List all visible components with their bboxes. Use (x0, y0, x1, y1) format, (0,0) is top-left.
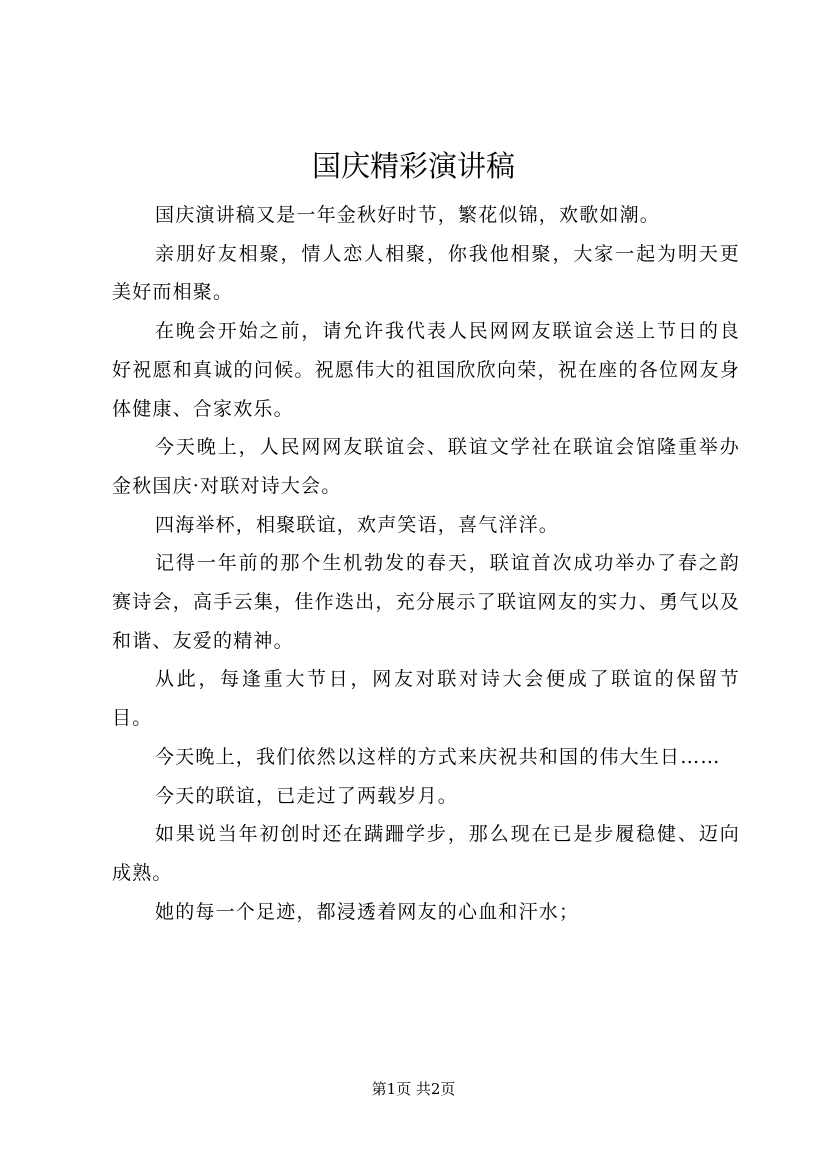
paragraph: 国庆演讲稿又是一年金秋好时节，繁花似锦，欢歌如潮。 (155, 204, 661, 226)
paragraph: 在晚会开始之前，请允许我代表人民网网友联谊会送上节日的良好祝愿和真诚的问候。祝愿伟大的祖国欣欣向荣，祝在座的各位网友身体健康、合家欢乐。 (112, 320, 740, 420)
paragraph: 今天的联谊，已走过了两载岁月。 (155, 784, 459, 807)
paragraph: 从此，每逢重大节日，网友对联对诗大会便成了联谊的保留节目。 (112, 668, 740, 730)
paragraph: 记得一年前的那个生机勃发的春天，联谊首次成功举办了春之韵赛诗会，高手云集，佳作迭出，充分展示了联谊网友的实力、勇气以及和谐、友爱的精神。 (112, 552, 740, 652)
paragraph: 今天晚上，我们依然以这样的方式来庆祝共和国的伟大生日…… (155, 745, 721, 768)
paragraph: 如果说当年初创时还在蹒跚学步，那么现在已是步履稳健、迈向成熟。 (112, 823, 740, 884)
paragraph: 亲朋好友相聚，情人恋人相聚，你我他相聚，大家一起为明天更美好而相聚。 (112, 242, 740, 304)
paragraph: 她的每一个足迹，都浸透着网友的心血和汗水； (155, 900, 580, 923)
paragraph: 四海举杯，相聚联谊，欢声笑语，喜气洋洋。 (155, 513, 560, 536)
document-title: 国庆精彩演讲稿 (311, 149, 515, 183)
paragraph: 今天晚上，人民网网友联谊会、联谊文学社在联谊会馆隆重举办金秋国庆·对联对诗大会。 (112, 436, 740, 497)
document-body (112, 196, 740, 931)
page-number-footer: 第1页 共2页 (371, 1080, 456, 1098)
